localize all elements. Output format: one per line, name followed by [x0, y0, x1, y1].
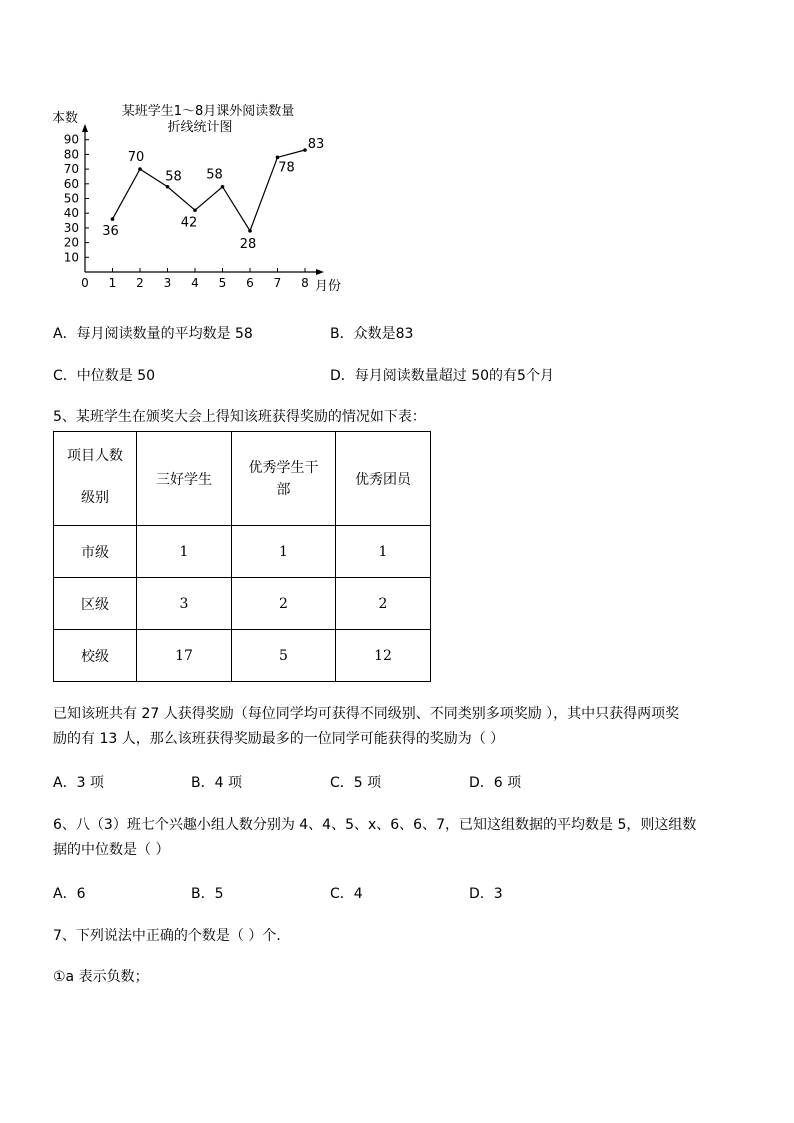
data-point	[248, 229, 252, 233]
q5-option-c: C．5 项	[330, 775, 382, 791]
table-cell: 1	[137, 526, 232, 578]
column-header: 三好学生	[137, 432, 232, 526]
x-tick-label: 0	[81, 276, 89, 290]
chart-axes	[82, 124, 324, 275]
x-tick-label: 7	[273, 276, 282, 290]
data-point	[276, 156, 280, 160]
line-chart	[40, 98, 370, 303]
data-point	[221, 185, 225, 189]
data-point	[166, 185, 170, 189]
table-cell: 2	[336, 578, 431, 630]
q7-stem: 7、下列说法中正确的个数是（ ）个．	[53, 928, 291, 944]
q4-option-a: A．每月阅读数量的平均数是 58	[53, 326, 253, 342]
chart-title-line1: 某班学生1～8月课外阅读数量	[121, 104, 295, 119]
y-axis-label: 本数	[52, 111, 79, 126]
x-tick-label: 8	[301, 276, 309, 290]
column-header-text: 优秀学生干部	[248, 459, 319, 498]
x-tick-label: 6	[246, 276, 254, 290]
point-label: 78	[278, 160, 295, 176]
y-tick-label: 40	[63, 206, 79, 221]
point-label: 70	[127, 150, 145, 166]
x-axis-label: 月份	[315, 279, 342, 294]
point-label: 36	[102, 224, 119, 240]
data-point	[303, 148, 307, 152]
corner-top-label: 项目人数	[67, 447, 123, 464]
q5-stem: 5、某班学生在颁奖大会上得知该班获得奖励的情况如下表：	[53, 409, 426, 425]
table-row	[54, 630, 431, 682]
q5-text-line2: 励的有 13 人，那么该班获得奖励最多的一位同学可能获得的奖励为（ ）	[53, 731, 505, 747]
q4-option-d: D．每月阅读数量超过 50的有5个月	[330, 368, 554, 384]
q5-option-a: A．3 项	[53, 775, 104, 791]
point-label: 83	[307, 136, 325, 152]
y-tick-label: 30	[63, 220, 79, 235]
data-point	[138, 167, 142, 171]
q5-option-b: B．4 项	[191, 775, 242, 791]
point-label: 58	[206, 167, 223, 183]
point-label: 58	[165, 169, 182, 185]
table-row	[54, 578, 431, 630]
table-cell: 3	[137, 578, 232, 630]
q6-option-b: B．5	[191, 886, 224, 902]
q5-text-line1: 已知该班共有 27 人获得奖励（每位同学均可获得不同级别、不同类别多项奖励 ），其中只获得两项奖	[53, 706, 680, 722]
x-axis-arrow	[316, 269, 324, 275]
table-cell: 17	[137, 630, 232, 682]
q6-option-a: A．6	[53, 886, 86, 902]
q6-stem-line1: 6、八（3）班七个兴趣小组人数分别为 4、4、5、x、6、6、7，已知这组数据的平均数是 5，则这组数	[53, 817, 697, 833]
y-tick-label: 20	[63, 235, 79, 250]
x-tick-labels	[81, 268, 309, 290]
q5-option-d: D．6 项	[469, 775, 522, 791]
y-tick-label: 90	[63, 132, 79, 147]
q7-item1: ①a 表示负数；	[53, 969, 149, 985]
point-label: 42	[180, 215, 198, 231]
table-cell: 1	[336, 526, 431, 578]
column-header: 优秀团员	[336, 432, 431, 526]
award-table	[53, 431, 431, 682]
x-tick-label: 4	[191, 276, 199, 290]
x-tick-label: 1	[108, 276, 117, 290]
y-tick-label: 50	[63, 191, 79, 206]
y-tick-label: 60	[63, 176, 79, 191]
table-row	[54, 526, 431, 578]
y-axis-arrow	[82, 124, 88, 132]
q4-option-c: C．中位数是 50	[53, 368, 156, 384]
data-point	[111, 217, 115, 221]
q6-stem-line2: 据的中位数是（ ）	[53, 842, 170, 858]
x-tick-label: 2	[136, 276, 144, 290]
row-level: 区级	[54, 578, 137, 630]
table-cell: 1	[232, 526, 336, 578]
table-corner-cell	[54, 432, 137, 526]
row-level: 校级	[54, 630, 137, 682]
table-cell: 5	[232, 630, 336, 682]
y-tick-label: 80	[63, 147, 79, 162]
x-tick-label: 5	[218, 276, 227, 290]
table-cell: 2	[232, 578, 336, 630]
table-cell: 12	[336, 630, 431, 682]
column-header	[232, 432, 336, 526]
point-label: 28	[239, 236, 257, 252]
data-point	[193, 208, 197, 212]
y-tick-label: 70	[63, 162, 79, 177]
x-tick-label: 3	[163, 276, 172, 290]
chart-title-line2: 折线统计图	[167, 120, 233, 135]
y-tick-label: 10	[63, 250, 79, 265]
row-level: 市级	[54, 526, 137, 578]
q6-option-d: D．3	[469, 886, 503, 902]
q4-option-b: B．众数是83	[330, 326, 414, 342]
corner-bottom-label: 级别	[81, 489, 109, 506]
q6-option-c: C．4	[330, 886, 363, 902]
